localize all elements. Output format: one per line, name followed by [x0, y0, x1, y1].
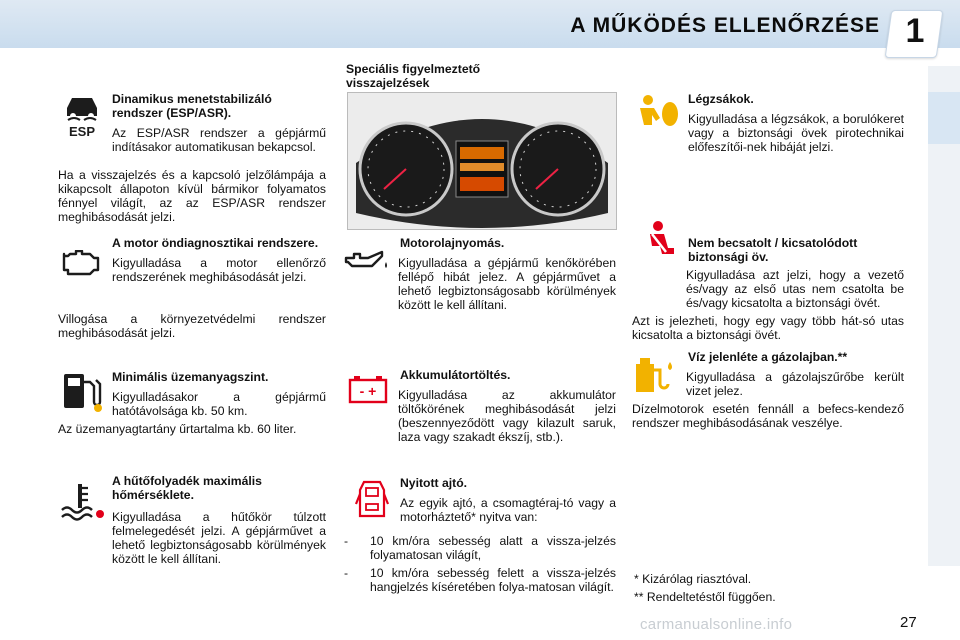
watermark: carmanualsonline.info — [640, 616, 793, 633]
esp-icon-label: ESP — [68, 124, 96, 138]
engine-title: A motor öndiagnosztikai rendszere. — [112, 236, 319, 250]
oil-title: Motorolajnyomás. — [400, 236, 505, 250]
water-title: Víz jelenléte a gázolajban.** — [688, 350, 848, 364]
door-title: Nyitott ajtó. — [400, 476, 468, 490]
engine-text-2: Villogása a környezetvédelmi rendszer meghibásodását jelzi. — [58, 312, 326, 340]
water-text-1: Kigyulladása a gázolajszűrőbe került vizet jelez. — [686, 370, 904, 398]
airbag-title: Légzsákok. — [688, 92, 754, 106]
seatbelt-text-2: Azt is jelezheti, hogy egy vagy több hát-só utas kicsatolta a biztonsági övét. — [632, 314, 904, 342]
battery-title: Akkumulátortöltés. — [400, 368, 511, 382]
side-tab-active[interactable] — [928, 92, 960, 144]
coolant-title: A hűtőfolyadék maximális hőmérséklete. — [112, 474, 262, 502]
seatbelt-title: Nem becsatolt / kicsatolódott biztonsági öv. — [688, 236, 858, 264]
battery-icon-label: - + — [359, 383, 377, 399]
door-text-1: Az egyik ajtó, a csomagtéraj-tó vagy a motorháztető* nyitva van: — [400, 496, 616, 524]
esp-title: Dinamikus menetstabilizáló rendszer (ESP/ASR). — [112, 92, 272, 120]
list-item: - 10 km/óra sebesség alatt a vissza-jelzés folyamatosan világít, — [344, 534, 616, 562]
engine-text-1: Kigyulladása a motor ellenőrző rendszerének meghibásodását jelzi. — [112, 256, 326, 284]
coolant-text-1: Kigyulladása a hűtőkör túlzott felmelegedését jelzi. A gépjárművet a lehető legbiztonságosabb körülmények között le kell állítani. — [112, 510, 326, 566]
footnote-1: * Kizárólag riasztóval. — [634, 572, 752, 586]
seatbelt-icon — [644, 220, 678, 267]
open-door-icon — [354, 478, 390, 529]
airbag-text-1: Kigyulladása a légzsákok, a borulókeret vagy a biztonsági övek pirotechnikai előfeszítői-nek hibáját jelzi. — [688, 112, 904, 154]
battery-text-1: Kigyulladása az akkumulátor töltőkörének meghibásodását jelzi (beszennyeződött vagy kilazult saruk, laza vagy szakadt ékszíj, stb.). — [398, 388, 616, 444]
list-item: - 10 km/óra sebesség felett a vissza-jelzés hangjelzés kíséretében folya-matosan világít. — [344, 566, 616, 594]
page-title: A MŰKÖDÉS ELLENŐRZÉSE — [570, 14, 880, 37]
esp-text-1: Az ESP/ASR rendszer a gépjármű indításakor automatikusan bekapcsol. — [112, 126, 326, 154]
side-tab-strip — [928, 66, 960, 566]
door-conditions-list — [344, 534, 616, 594]
special-warnings-heading: Speciális figyelmeztető visszajelzések — [346, 62, 481, 90]
seatbelt-text-1: Kigyulladása azt jelzi, hogy a vezető és/vagy az első utas nem csatolta be és/vagy kicsatolta a biztonsági övét. — [686, 268, 904, 310]
chapter-number: 1 — [905, 12, 925, 50]
fuel-pump-icon — [58, 370, 106, 419]
fuel-title: Minimális üzemanyagszint. — [112, 370, 269, 384]
water-text-2: Dízelmotorok esetén fennáll a befecs-kendező rendszer meghibásodásának veszélye. — [632, 402, 904, 430]
engine-check-icon — [60, 250, 102, 285]
oil-text-1: Kigyulladása a gépjármű kenőkörében fellépő hibát jelez. A gépjárművet a lehető legbiztonságosabb körülmények között le kell állítani. — [398, 256, 616, 312]
instrument-cluster-image — [347, 92, 617, 230]
esp-icon — [62, 92, 102, 143]
fuel-text-2: Az üzemanyagtartány űrtartalma kb. 60 liter. — [58, 422, 297, 436]
airbag-icon — [636, 94, 680, 137]
fuel-text-1: Kigyulladásakor a gépjármű hatótávolsága kb. 50 km. — [112, 390, 326, 418]
page-number: 27 — [900, 614, 917, 631]
esp-text-2: Ha a visszajelzés és a kapcsoló jelzőlámpája a kikapcsolt állapoton kívül bármikor folyamatos fénnyel világít, az az ESP/ASR rendszer meghibásodását jelzi. — [58, 168, 326, 224]
footnote-2: ** Rendeltetéstől függően. — [634, 590, 776, 604]
